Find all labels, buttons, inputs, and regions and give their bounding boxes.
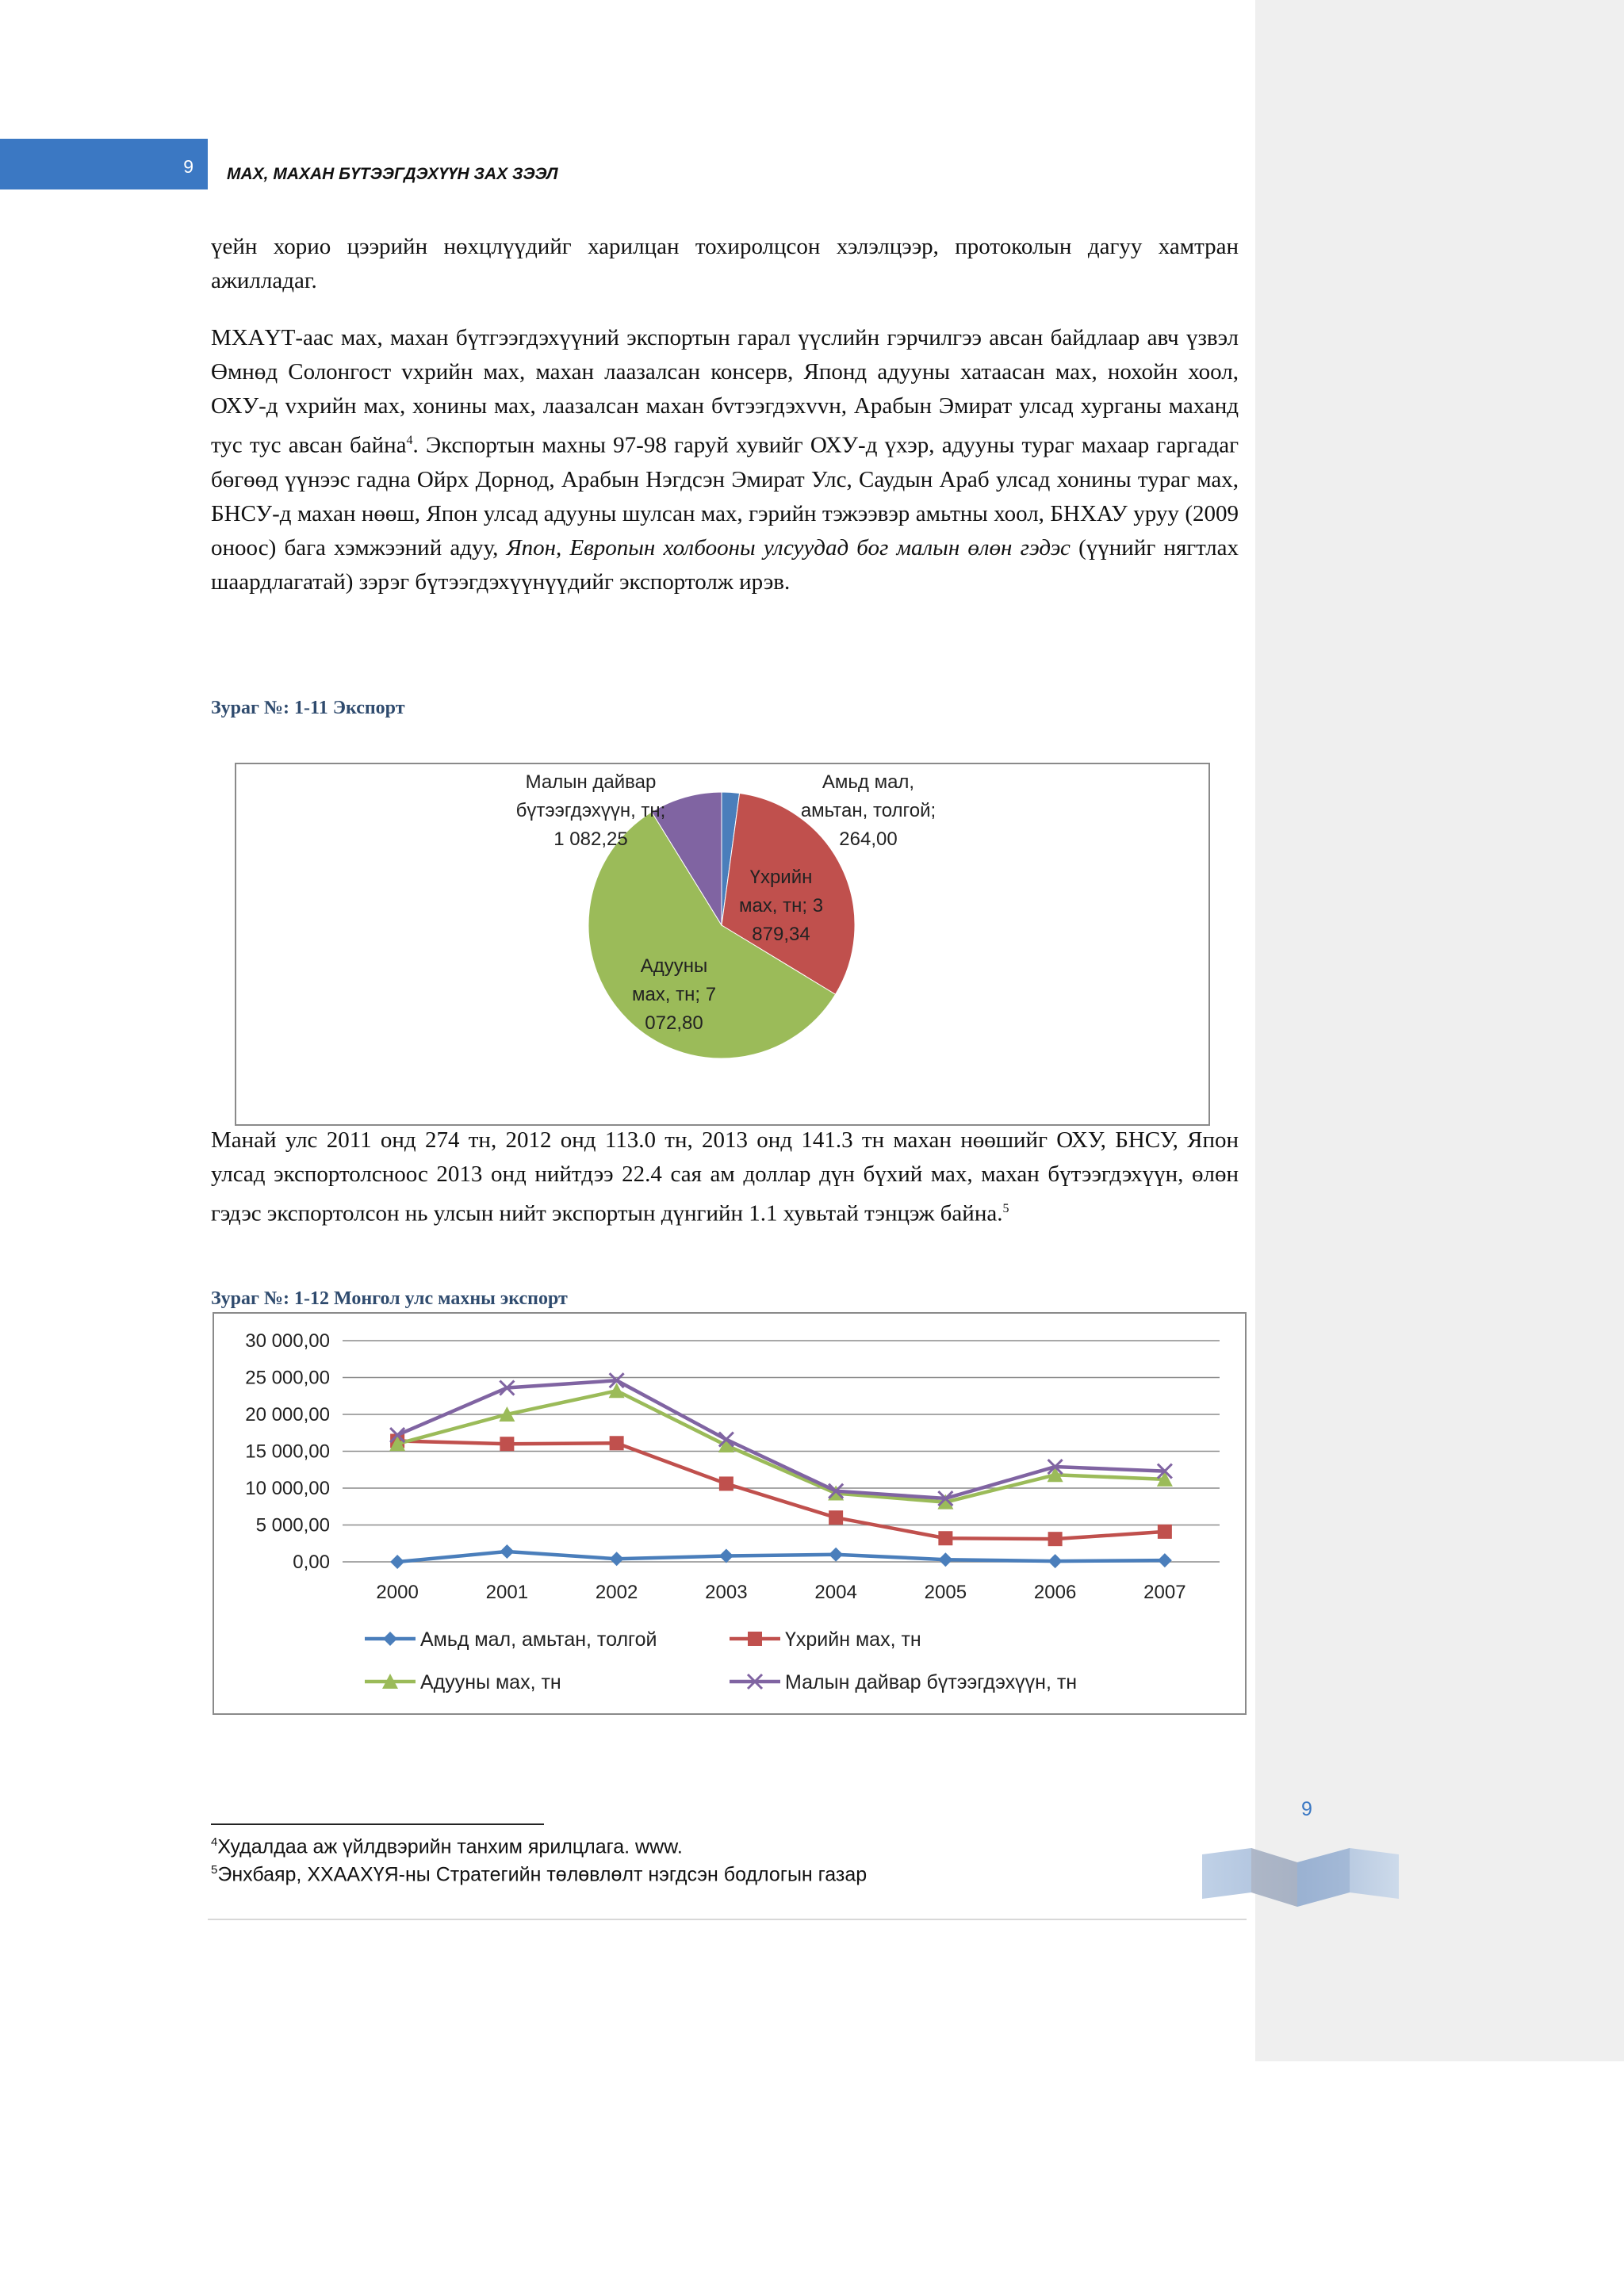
paragraph-2-text-c: (үүнийг нягтлах шаардлагатай) зэрэг бүтээгдэхүүнүүдийг экспортолж ирэв. <box>211 534 1239 595</box>
right-page-number: 9 <box>1301 1798 1312 1820</box>
series-1-point <box>500 1437 514 1451</box>
footnote-5-text: Энхбаяр, ХХААХҮЯ-ны Стратегийн төлөвлөлт нэгдсэн бодлогын газар <box>217 1863 868 1886</box>
y-tick-label: 15 000,00 <box>245 1441 330 1463</box>
series-0-point <box>500 1544 514 1559</box>
series-0-point <box>1158 1553 1172 1567</box>
paragraph-2 <box>211 321 1239 599</box>
series-0-point <box>1048 1554 1063 1568</box>
x-tick-label: 2001 <box>485 1582 529 1603</box>
y-tick-label: 30 000,00 <box>245 1330 330 1352</box>
series-1-point <box>1048 1532 1063 1546</box>
comment-sidebar <box>1255 0 1624 2061</box>
x-tick-label: 2006 <box>1033 1582 1077 1603</box>
figure-2-caption: Зураг №: 1-12 Монгол улс махны экспорт <box>211 1288 568 1309</box>
pie-label-line: амьтан, толгой; <box>800 800 936 821</box>
y-tick-label: 5 000,00 <box>255 1514 330 1536</box>
pie-label-line: 264,00 <box>839 828 898 850</box>
running-title: МАХ, МАХАН БҮТЭЭГДЭХҮҮН ЗАХ ЗЭЭЛ <box>227 165 558 183</box>
pie-label-line: 879,34 <box>752 924 810 945</box>
footnote-ref-4[interactable]: 4 <box>406 434 413 447</box>
legend-label: Адууны мах, тн <box>420 1671 561 1693</box>
line-chart <box>214 1314 1245 1713</box>
series-1-point <box>938 1531 952 1545</box>
pie-label-line: мах, тн; 3 <box>738 895 824 916</box>
x-tick-label: 2007 <box>1143 1582 1186 1603</box>
y-tick-label: 0,00 <box>293 1552 330 1573</box>
paragraph-1: үейн хорио цээрийн нөхцлүүдийг харилцан тохиролцсон хэлэлцээр, протоколын дагуу хамтран ажилладаг. <box>211 234 1239 293</box>
paragraph-2-text-a: МХАҮТ-аас мах, махан бүтгээгдэхүүний экспортын гарал үүслийн гэрчилгээ авсан байдлаар авч үзвэл Өмнөд Солонгост vхрийн мах, махан лаазалсан консерв, Японд адууны хатаасан мах, нохойн хоол, ОХУ-д vхрийн мах, хонины мах, лаазалсан махан бvтээгдэхvvн, Арабын Эмират улсад хурганы маханд тус тус авсан байна <box>211 325 1239 458</box>
footnote-ref-5[interactable]: 5 <box>1002 1202 1009 1215</box>
series-line-1 <box>397 1441 1165 1539</box>
paragraph-2-text-b: . Экспортын махны 97-98 гаруй хувийг ОХУ-д үхэр, адууны тураг махаар гаргадаг бөгөөд үүнээс гадна Ойрх Дорнод, Арабын Нэгдсэн Эмират Улс, Саудын Араб улсад хонины тураг мах, БНСУ-д махан нөөш, Япон улсад адууны шулсан мах, гэрийн тэжээвэр амьтны хоол, БНХАУ уруу (2009 оноос) бага хэмжээний адуу, <box>211 432 1239 561</box>
series-1-point <box>610 1436 624 1450</box>
series-1-point <box>719 1476 733 1490</box>
series-0-point <box>829 1548 843 1562</box>
paragraph-2-italic: Япон, Европын холбооны улсуудад бог малын өлөн гэдэс <box>506 534 1071 561</box>
pie-label-line: 1 082,25 <box>553 828 628 850</box>
pie-label-line: Адууны <box>640 955 708 977</box>
figure-1-caption: Зураг №: 1-11 Экспорт <box>211 698 405 718</box>
bottom-rule <box>208 1919 1247 1920</box>
page-number: 9 <box>183 156 193 177</box>
x-tick-label: 2000 <box>376 1582 419 1603</box>
x-tick-label: 2003 <box>705 1582 748 1603</box>
pie-label-line: 072,80 <box>645 1012 703 1034</box>
footnote-4 <box>211 1835 683 1858</box>
paragraph-3 <box>211 1123 1239 1231</box>
footnote-5 <box>211 1863 867 1886</box>
legend-item-2 <box>365 1671 561 1693</box>
pie-chart <box>236 764 1208 1124</box>
pie-chart-frame <box>235 763 1210 1126</box>
page-number-bar <box>0 139 208 189</box>
pie-label-line: мах, тн; 7 <box>631 984 717 1005</box>
x-tick-label: 2002 <box>595 1582 638 1603</box>
series-1-point <box>1158 1525 1172 1539</box>
legend-item-1 <box>730 1628 921 1651</box>
legend-marker <box>383 1632 397 1646</box>
line-chart-frame <box>213 1312 1247 1715</box>
pie-label-line: Малын дайвар <box>525 771 657 793</box>
legend-item-0 <box>365 1628 657 1651</box>
series-0-point <box>390 1555 404 1569</box>
pie-label-line: Амьд мал, <box>822 771 915 793</box>
y-tick-label: 20 000,00 <box>245 1404 330 1425</box>
footnote-4-text: Худалдаа аж үйлдвэрийн танхим ярилцлага. www. <box>217 1835 683 1858</box>
y-tick-label: 25 000,00 <box>245 1367 330 1389</box>
legend-marker <box>748 1632 762 1646</box>
x-tick-label: 2004 <box>814 1582 857 1603</box>
x-tick-label: 2005 <box>924 1582 967 1603</box>
footnote-4-mark: 4 <box>211 1835 218 1849</box>
ribbon-decoration <box>1199 1843 1405 1915</box>
series-0-point <box>610 1552 624 1566</box>
series-0-point <box>938 1552 952 1567</box>
legend-label: Малын дайвар бүтээгдэхүүн, тн <box>785 1671 1078 1693</box>
paragraph-3-text: Манай улс 2011 онд 274 тн, 2012 онд 113.0 тн, 2013 онд 141.3 тн махан нөөшийг ОХУ, БНСУ, Япон улсад экспортолсноос 2013 онд нийтдээ 22.4 сая ам доллар дүн бүхий мах, махан бүтээгдэхүүн, өлөн гэдэс экспортолсон нь улсын нийт экспортын дүнгийн 1.1 хувьтай тэнцэж байна. <box>211 1127 1239 1226</box>
footnote-rule <box>211 1823 544 1825</box>
footnote-5-mark: 5 <box>211 1863 218 1877</box>
legend-label: Амьд мал, амьтан, толгой <box>420 1628 657 1651</box>
y-tick-label: 10 000,00 <box>245 1478 330 1499</box>
pie-label-line: бүтээгдэхүүн, тн; <box>515 800 666 821</box>
series-1-point <box>829 1510 843 1525</box>
pie-label-line: Үхрийн <box>749 867 813 888</box>
legend-item-3 <box>730 1671 1077 1693</box>
series-0-point <box>719 1549 733 1563</box>
legend-label: Үхрийн мах, тн <box>785 1628 921 1651</box>
